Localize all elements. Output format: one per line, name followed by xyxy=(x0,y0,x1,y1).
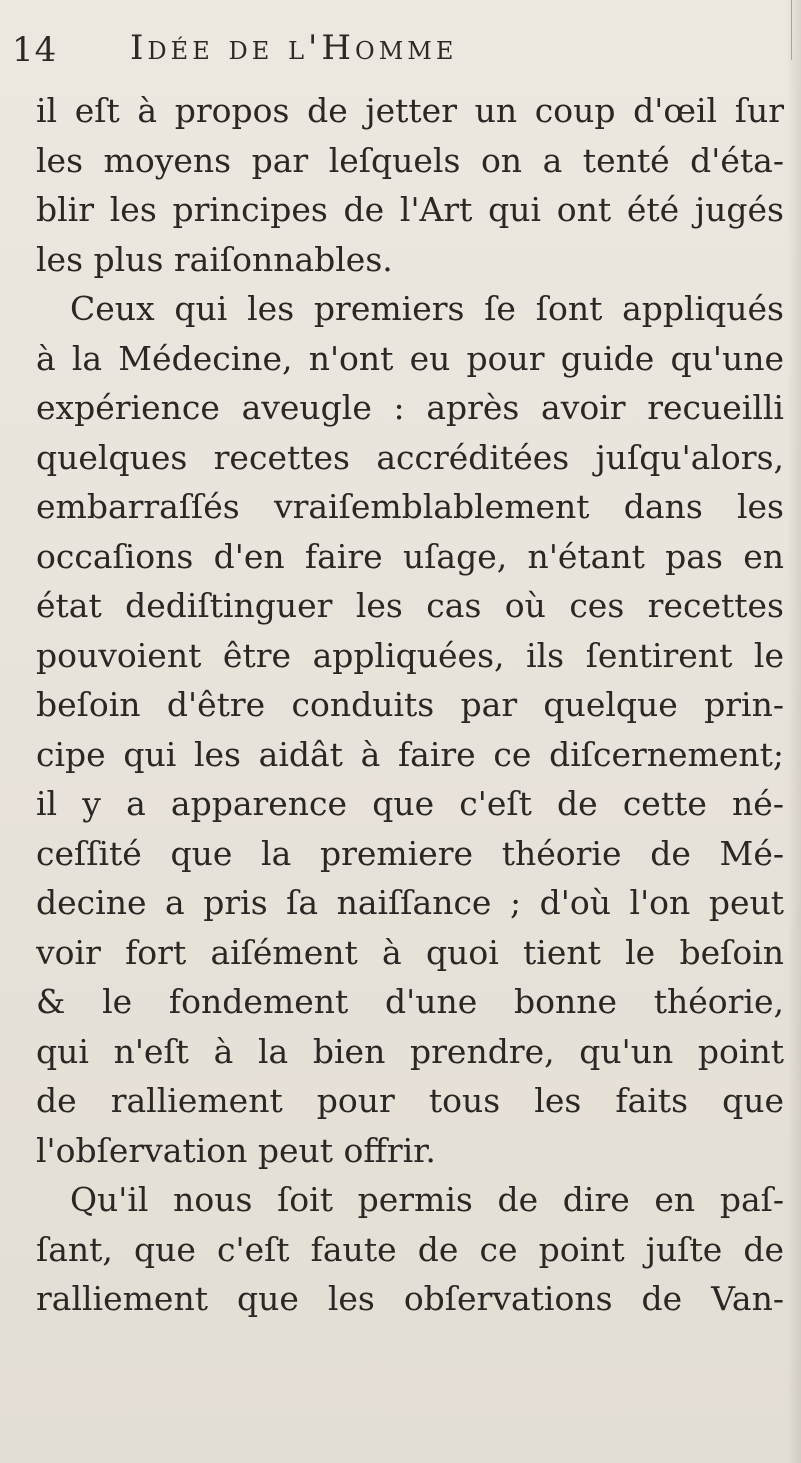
text-line: qui n'eſt à la bien prendre, qu'un point xyxy=(36,1031,784,1071)
page-number: 14 xyxy=(12,30,58,70)
text-line: occaſions d'en faire uſage, n'étant pas en xyxy=(36,536,784,576)
text-line: il y a apparence que c'eſt de cette né- xyxy=(36,784,784,823)
page-edge-line xyxy=(791,0,792,60)
page-edge-shadow xyxy=(787,0,801,1463)
text-line: ralliement que les obſervations de Van- xyxy=(36,1279,784,1318)
text-line: decine a pris ſa naiſſance ; d'où l'on peut xyxy=(36,883,784,922)
running-head: Idée de l'Homme xyxy=(130,28,458,68)
text-line: embarraſſés vraiſemblablement dans les xyxy=(36,487,784,526)
text-line: quelques recettes accréditées juſqu'alors, xyxy=(36,437,784,477)
text-line: blir les principes de l'Art qui ont été jugés xyxy=(36,190,784,229)
text-line: ceſſité que la premiere théorie de Mé- xyxy=(36,833,784,873)
text-line: beſoin d'être conduits par quelque prin- xyxy=(36,685,784,724)
text-line: l'obſervation peut offrir. xyxy=(36,1130,436,1170)
text-line: voir fort aiſément à quoi tient le beſoin xyxy=(36,932,784,972)
text-line: & le fondement d'une bonne théorie, xyxy=(36,982,784,1021)
text-line: état dediſtinguer les cas où ces recettes xyxy=(36,586,784,625)
text-line: expérience aveugle : après avoir recueilli xyxy=(36,388,784,427)
text-line: pouvoient être appliquées, ils ſentirent le xyxy=(36,635,784,675)
page-header xyxy=(12,16,772,76)
body-text xyxy=(36,86,784,1324)
text-line: cipe qui les aidât à faire ce diſcernement; xyxy=(36,734,784,774)
text-line: les moyens par leſquels on a tenté d'éta- xyxy=(36,140,784,180)
text-line: à la Médecine, n'ont eu pour guide qu'une xyxy=(36,338,784,378)
text-line: les plus raiſonnables. xyxy=(36,239,393,279)
text-line: Qu'il nous ſoit permis de dire en paſ- xyxy=(70,1180,784,1219)
text-line: ſant, que c'eſt faute de ce point juſte de xyxy=(36,1229,784,1269)
text-line: il eſt à propos de jetter un coup d'œil ſur xyxy=(36,91,784,130)
text-line: de ralliement pour tous les faits que xyxy=(36,1081,784,1120)
text-line: Ceux qui les premiers ſe ſont appliqués xyxy=(70,289,784,328)
